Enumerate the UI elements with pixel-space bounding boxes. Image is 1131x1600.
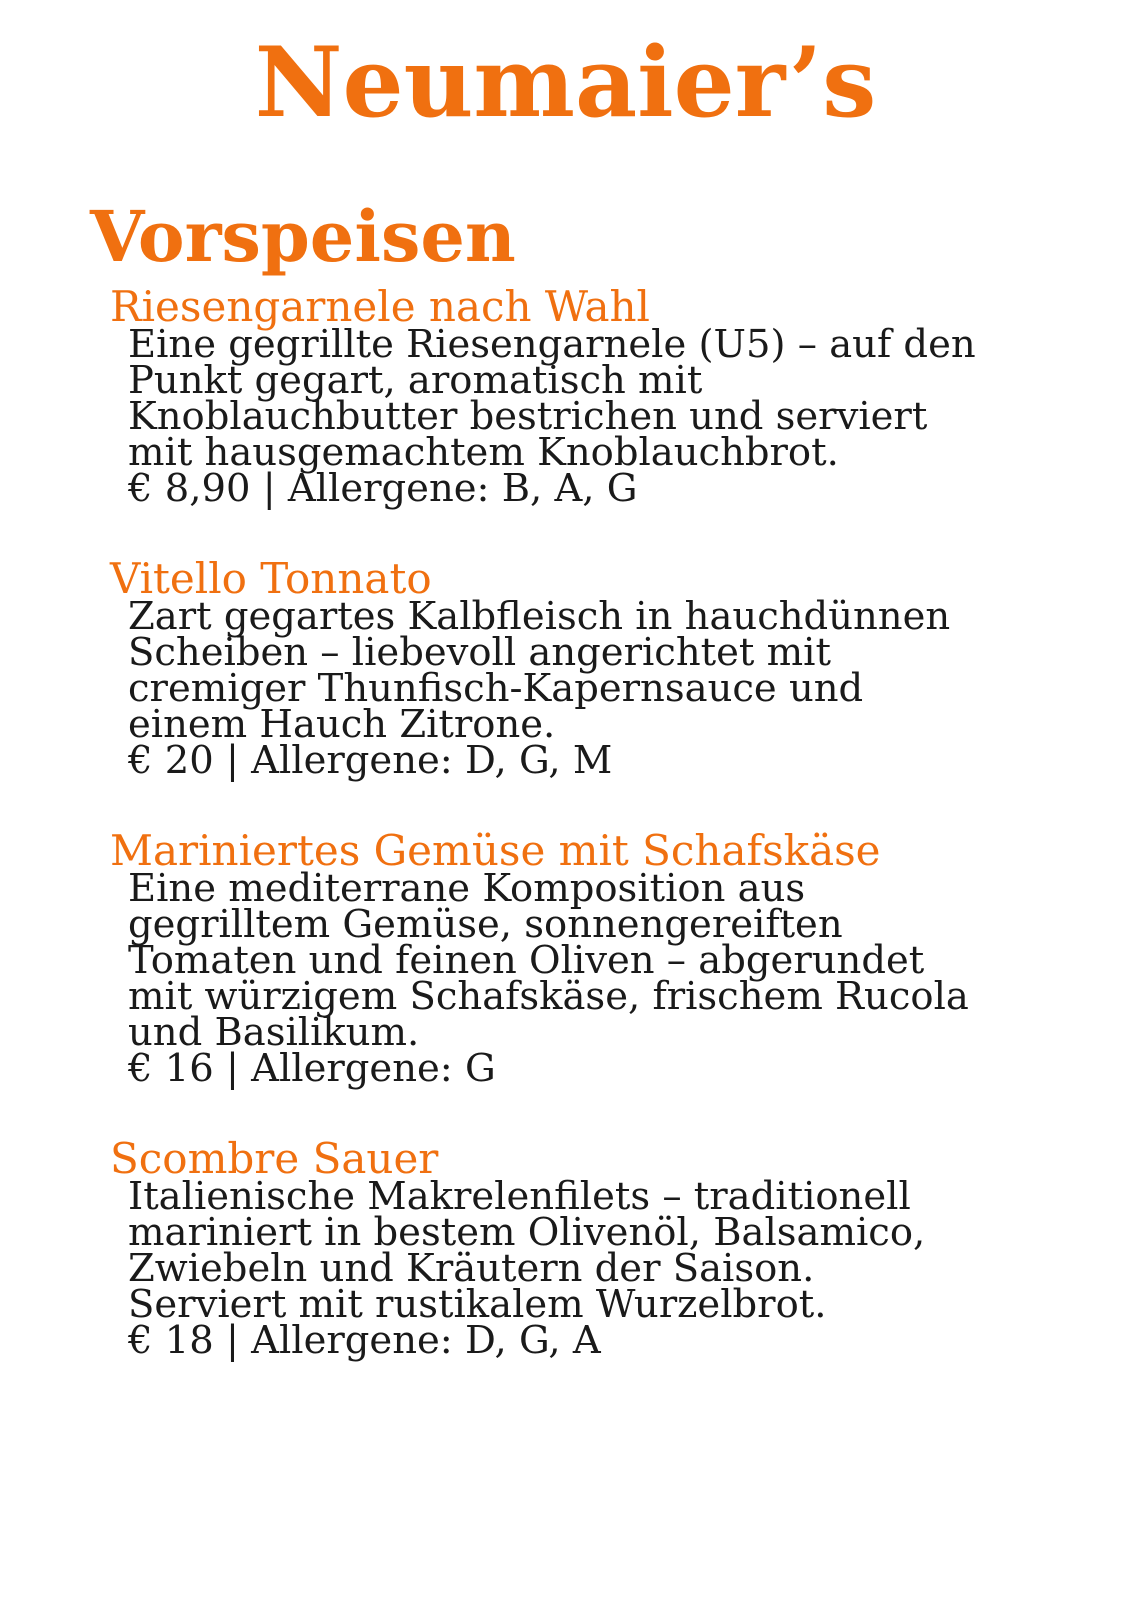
description-line: mariniert in bestem Olivenöl, Balsamico,	[128, 1210, 926, 1255]
description-line: mit würzigem Schafskäse, frischem Rucola	[128, 974, 969, 1019]
item-price-allergens: € 20 | Allergene: D, G, M	[128, 738, 613, 783]
item-description	[128, 1174, 1070, 1327]
description-line: Italienische Makrelenfilets – traditionell	[128, 1174, 911, 1219]
item-name: Vitello Tonnato	[110, 554, 432, 603]
item-body	[110, 594, 1070, 783]
menu-item	[110, 554, 1070, 783]
description-line: gegrilltem Gemüse, sonnengereiften	[128, 902, 843, 947]
item-price-allergens: € 16 | Allergene: G	[128, 1046, 496, 1091]
description-line: und Basilikum.	[128, 1010, 420, 1055]
description-line: Zwiebeln und Kräutern der Saison.	[128, 1246, 815, 1291]
description-line: einem Hauch Zitrone.	[128, 702, 556, 747]
description-line: Scheiben – liebevoll angerichtet mit	[128, 630, 831, 675]
item-description	[128, 594, 1070, 747]
description-line: Zart gegartes Kalbfleisch in hauchdünnen	[128, 594, 951, 639]
description-line: Eine gegrillte Riesengarnele (U5) – auf den	[128, 322, 976, 367]
item-name: Scombre Sauer	[110, 1134, 439, 1183]
menu-list	[110, 282, 1070, 1411]
item-body	[110, 1174, 1070, 1363]
restaurant-name: Neumaier’s	[254, 26, 877, 139]
description-line: Punkt gegart, aromatisch mit	[128, 358, 703, 403]
item-body	[110, 866, 1070, 1091]
item-name: Riesengarnele nach Wahl	[110, 282, 650, 331]
item-price-allergens: € 8,90 | Allergene: B, A, G	[128, 466, 638, 511]
menu-item	[110, 282, 1070, 511]
menu-item	[110, 1134, 1070, 1363]
item-name: Mariniertes Gemüse mit Schafskäse	[110, 826, 881, 875]
description-line: Serviert mit rustikalem Wurzelbrot.	[128, 1282, 827, 1327]
item-body	[110, 322, 1070, 511]
item-price-allergens: € 18 | Allergene: D, G, A	[128, 1318, 601, 1363]
description-line: Eine mediterrane Komposition aus	[128, 866, 806, 911]
item-description	[128, 866, 1070, 1055]
menu-item	[110, 826, 1070, 1091]
description-line: Tomaten und feinen Oliven – abgerundet	[128, 938, 925, 983]
description-line: Knoblauchbutter bestrichen und serviert	[128, 394, 928, 439]
description-line: mit hausgemachtem Knoblauchbrot.	[128, 430, 839, 475]
description-line: cremiger Thunfisch-Kapernsauce und	[128, 666, 864, 711]
section-title: Vorspeisen	[90, 195, 516, 278]
item-description	[128, 322, 1070, 475]
